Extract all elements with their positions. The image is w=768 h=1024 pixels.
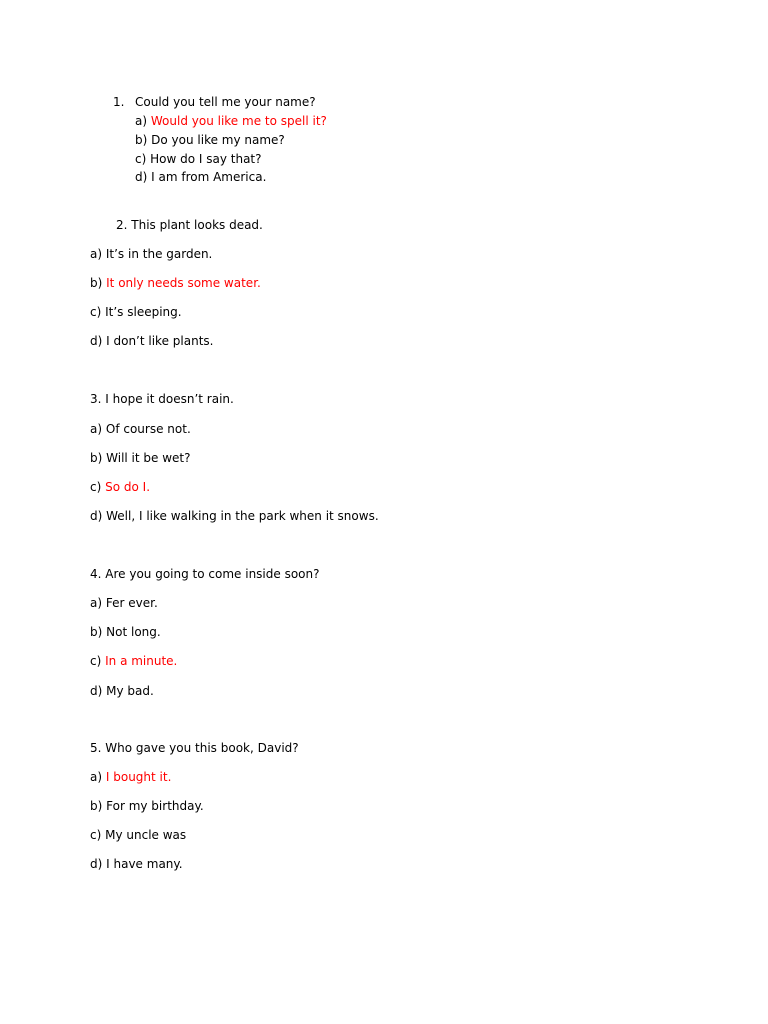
option-text: Not long. bbox=[106, 625, 161, 639]
question-5-option-d bbox=[90, 858, 183, 870]
option-text: Fer ever. bbox=[105, 596, 158, 610]
question-5-prompt: Who gave you this book, David? bbox=[105, 741, 299, 755]
option-text: It’s in the garden. bbox=[105, 247, 213, 261]
question-5-option-b bbox=[90, 800, 204, 812]
option-text: Of course not. bbox=[105, 422, 191, 436]
question-3-prompt: I hope it doesn’t rain. bbox=[105, 392, 234, 406]
question-3-option-a bbox=[90, 423, 191, 435]
question-4-option-d bbox=[90, 685, 154, 697]
option-text: For my birthday. bbox=[106, 799, 204, 813]
question-3-option-d bbox=[90, 510, 379, 522]
question-2-heading bbox=[116, 219, 263, 231]
option-text-correct: It only needs some water. bbox=[106, 276, 261, 290]
question-4-number: 4. bbox=[90, 567, 102, 581]
question-1-prompt: Could you tell me your name? bbox=[135, 95, 316, 109]
question-2-option-b bbox=[90, 277, 261, 289]
option-text: How do I say that? bbox=[150, 152, 262, 166]
option-letter: a) bbox=[90, 596, 103, 610]
option-letter: b) bbox=[135, 133, 148, 147]
option-letter: c) bbox=[90, 480, 102, 494]
option-text: Will it be wet? bbox=[106, 451, 191, 465]
option-text: Do you like my name? bbox=[151, 133, 285, 147]
question-5-option-a bbox=[90, 771, 171, 783]
option-letter: a) bbox=[90, 770, 103, 784]
question-3-option-c bbox=[90, 481, 150, 493]
question-4-option-c bbox=[90, 655, 177, 667]
question-5-option-c bbox=[90, 829, 186, 841]
option-letter: c) bbox=[135, 152, 147, 166]
question-3-option-b bbox=[90, 452, 191, 464]
question-2-option-a bbox=[90, 248, 212, 260]
option-text: My bad. bbox=[106, 684, 154, 698]
option-text: I don’t like plants. bbox=[106, 334, 214, 348]
option-text: I have many. bbox=[106, 857, 183, 871]
option-letter: b) bbox=[90, 276, 103, 290]
option-letter: a) bbox=[90, 422, 103, 436]
question-2-prompt: This plant looks dead. bbox=[131, 218, 263, 232]
question-4-heading bbox=[90, 568, 320, 580]
option-letter: d) bbox=[90, 684, 103, 698]
option-letter: c) bbox=[90, 654, 102, 668]
option-text: My uncle was bbox=[105, 828, 187, 842]
question-5-heading bbox=[90, 742, 299, 754]
option-text: It’s sleeping. bbox=[105, 305, 182, 319]
question-4-option-b bbox=[90, 626, 161, 638]
question-3-heading bbox=[90, 393, 234, 405]
option-letter: a) bbox=[135, 114, 148, 128]
question-1-option-b bbox=[135, 134, 285, 146]
question-4-option-a bbox=[90, 597, 158, 609]
option-letter: d) bbox=[135, 170, 148, 184]
option-text: I am from America. bbox=[151, 170, 267, 184]
question-2-option-d bbox=[90, 335, 213, 347]
question-4-prompt: Are you going to come inside soon? bbox=[105, 567, 320, 581]
option-letter: c) bbox=[90, 828, 102, 842]
question-5-number: 5. bbox=[90, 741, 102, 755]
option-letter: d) bbox=[90, 509, 103, 523]
option-text-correct: I bought it. bbox=[105, 770, 172, 784]
option-letter: d) bbox=[90, 334, 103, 348]
option-letter: a) bbox=[90, 247, 103, 261]
option-letter: b) bbox=[90, 451, 103, 465]
option-text-correct: In a minute. bbox=[105, 654, 178, 668]
option-letter: b) bbox=[90, 799, 103, 813]
option-text-correct: Would you like me to spell it? bbox=[150, 114, 327, 128]
question-1-option-d bbox=[135, 171, 266, 183]
option-letter: d) bbox=[90, 857, 103, 871]
question-3-number: 3. bbox=[90, 392, 102, 406]
option-letter: c) bbox=[90, 305, 102, 319]
question-1-option-c bbox=[135, 153, 262, 165]
option-text-correct: So do I. bbox=[105, 480, 151, 494]
question-2-option-c bbox=[90, 306, 182, 318]
question-1-option-a bbox=[135, 115, 327, 127]
option-text: Well, I like walking in the park when it snows. bbox=[106, 509, 379, 523]
option-letter: b) bbox=[90, 625, 103, 639]
question-2-number: 2. bbox=[116, 218, 128, 232]
question-1-number: 1. bbox=[113, 95, 125, 109]
